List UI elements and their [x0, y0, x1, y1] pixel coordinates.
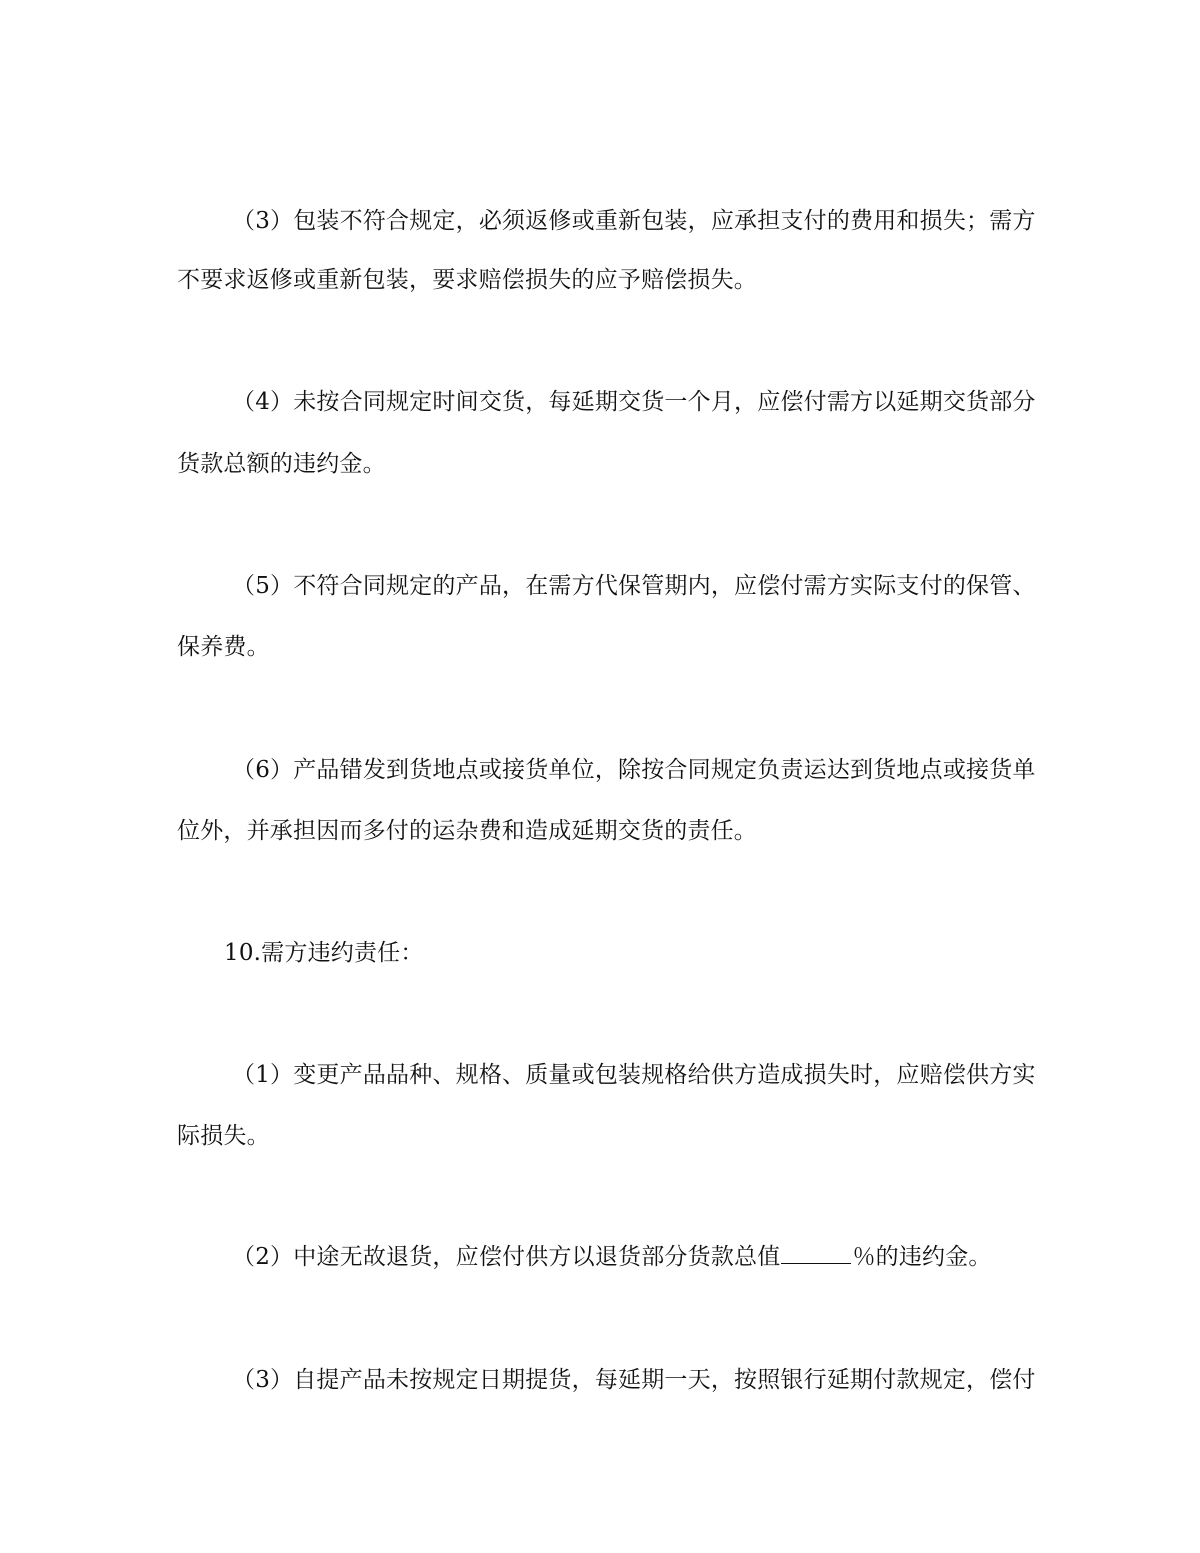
clause-3-line-2: 不要求返修或重新包装，要求赔偿损失的应予赔偿损失。 [177, 267, 757, 293]
clause-4-line-2: 货款总额的违约金。 [177, 451, 386, 477]
fill-in-blank-percentage [781, 1241, 851, 1264]
s10-clause-2-text-before-blank: （2）中途无故退货，应偿付供方以退货部分货款总值 [232, 1244, 781, 1270]
s10-clause-1-line-2: 际损失。 [177, 1123, 270, 1149]
clause-3-line-1: （3）包装不符合规定，必须返修或重新包装，应承担支付的费用和损失；需方 [232, 208, 1036, 234]
clause-6-line-2: 位外，并承担因而多付的运杂费和造成延期交货的责任。 [177, 818, 757, 844]
s10-clause-2-text-after-blank: ％的违约金。 [852, 1244, 992, 1270]
s10-clause-3-line-1: （3）自提产品未按规定日期提货，每延期一天，按照银行延期付款规定，偿付 [232, 1367, 1036, 1393]
clause-5-line-2: 保养费。 [177, 634, 270, 660]
section-10-heading: 10.需方违约责任： [224, 940, 424, 966]
s10-clause-2-line-1 [232, 1241, 1092, 1273]
clause-4-line-1: （4）未按合同规定时间交货，每延期交货一个月，应偿付需方以延期交货部分 [232, 389, 1036, 415]
clause-6-line-1: （6）产品错发到货地点或接货单位，除按合同规定负责运达到货地点或接货单 [232, 757, 1036, 783]
s10-clause-1-line-1: （1）变更产品品种、规格、质量或包装规格给供方造成损失时，应赔偿供方实 [232, 1062, 1036, 1088]
clause-5-line-1: （5）不符合同规定的产品，在需方代保管期内，应偿付需方实际支付的保管、 [232, 573, 1036, 599]
